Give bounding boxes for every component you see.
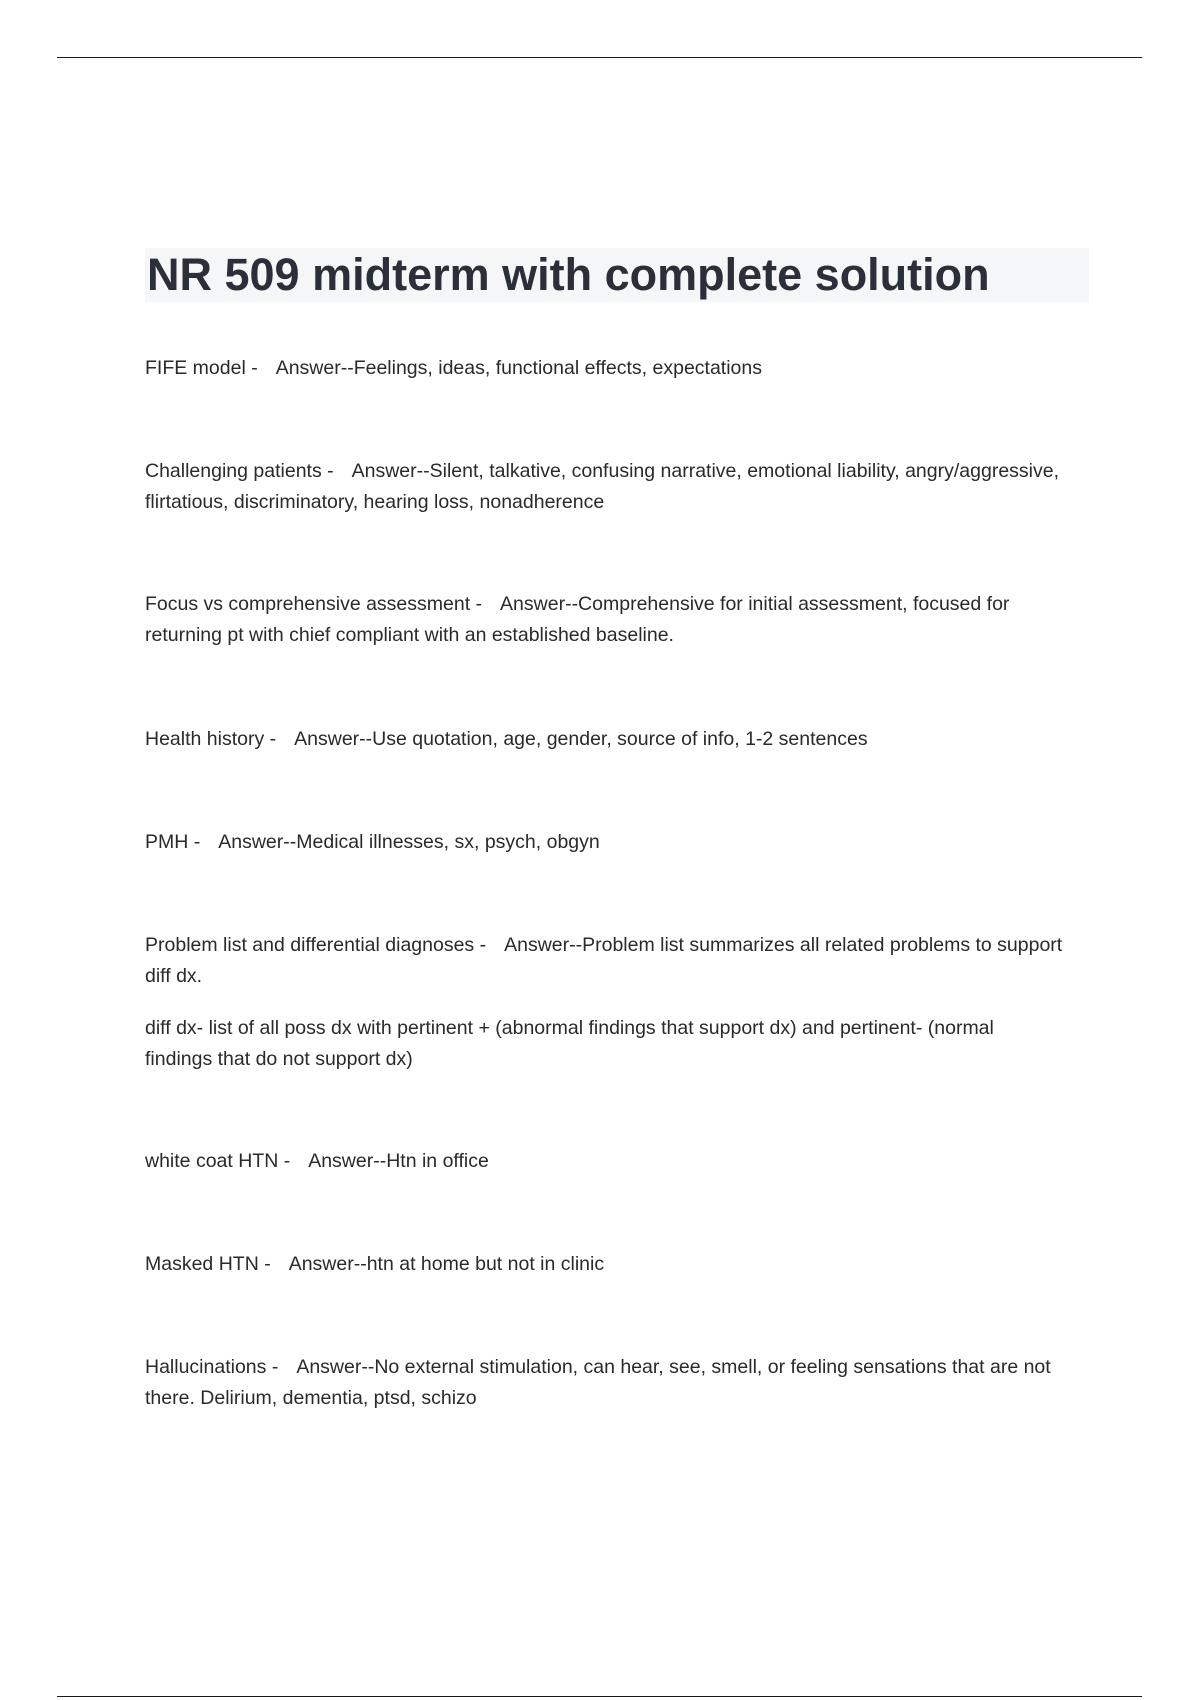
entry-answer: Answer--Comprehensive for initial assessment, focused for returning pt with chief compliant with an established baseline. [145, 593, 1010, 646]
entry-term: white coat HTN - [145, 1150, 291, 1172]
qa-entry-white-coat-htn [145, 1146, 1065, 1177]
qa-entry-challenging-patients [145, 456, 1065, 518]
top-rule [57, 57, 1142, 58]
qa-entry-health-history [145, 724, 1065, 755]
entry-term: Focus vs comprehensive assessment - [145, 593, 483, 615]
entry-answer: Answer--Medical illnesses, sx, psych, obgyn [218, 831, 600, 853]
qa-entry-problem-list [145, 930, 1065, 1075]
entry-continuation: diff dx- list of all poss dx with pertinent + (abnormal findings that support dx) and pertinent- (normal findings that do not support dx) [145, 1017, 994, 1070]
qa-entry-masked-htn [145, 1249, 1065, 1280]
entry-answer: Answer--No external stimulation, can hear, see, smell, or feeling sensations that are not there. Delirium, dementia, ptsd, schizo [145, 1356, 1051, 1409]
entry-answer: Answer--Htn in office [308, 1150, 489, 1172]
qa-entry-fife-model [145, 353, 1065, 384]
qa-entry-pmh [145, 827, 1065, 858]
entry-term: Health history - [145, 728, 277, 750]
entry-term: FIFE model - [145, 357, 258, 379]
title-block [145, 248, 1089, 302]
qa-entry-hallucinations [145, 1352, 1065, 1414]
entry-answer: Answer--htn at home but not in clinic [288, 1253, 605, 1275]
entry-term: Challenging patients - [145, 460, 334, 482]
entry-term: Problem list and differential diagnoses - [145, 934, 487, 956]
entry-answer: Answer--Feelings, ideas, functional effects, expectations [275, 357, 762, 379]
entry-answer: Answer--Problem list summarizes all related problems to support diff dx. [145, 934, 1063, 987]
entry-term: Masked HTN - [145, 1253, 271, 1275]
entry-term: Hallucinations - [145, 1356, 279, 1378]
qa-entry-focus-vs-comprehensive [145, 589, 1065, 651]
entry-term: PMH - [145, 831, 201, 853]
bottom-rule [57, 1696, 1142, 1697]
page-title: NR 509 midterm with complete solution [147, 249, 990, 300]
entry-answer: Answer--Silent, talkative, confusing narrative, emotional liability, angry/aggressive, flirtatious, discriminatory, hearing loss, nonadherence [145, 460, 1060, 513]
entry-answer: Answer--Use quotation, age, gender, source of info, 1-2 sentences [294, 728, 868, 750]
